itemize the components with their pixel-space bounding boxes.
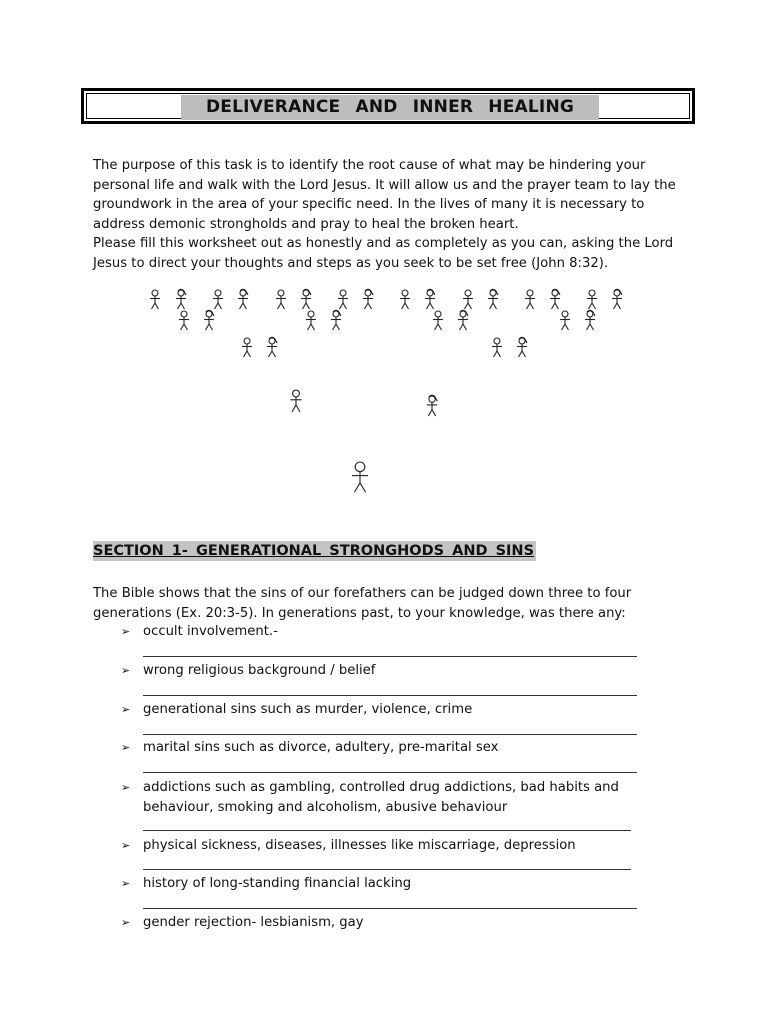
arrow-bullet-icon: ➢ [121, 877, 131, 890]
question-item-label: wrong religious background / belief [143, 663, 376, 678]
male-stick-figure-icon [150, 290, 160, 309]
answer-line[interactable] [143, 772, 637, 773]
female-stick-figure-icon [425, 289, 435, 309]
answer-line[interactable] [143, 734, 637, 735]
male-stick-figure-icon [492, 338, 502, 357]
female-stick-figure-icon [517, 337, 527, 357]
female-stick-figure-icon [267, 337, 277, 357]
question-item-label: physical sickness, diseases, illnesses like miscarriage, depression [143, 838, 576, 853]
male-stick-figure-icon [290, 390, 302, 412]
male-stick-figure-icon [213, 290, 223, 309]
female-stick-figure-icon [204, 310, 214, 330]
intro-paragraph-1: The purpose of this task is to identify the root cause of what may be hindering your personal life and walk with the Lord Jesus. It will allow us and the prayer team to lay the groundwork in the area of your specific need. In the lives of many it is necessary to address demonic strongholds and pray to heal the broken heart. [93, 158, 676, 232]
answer-line[interactable] [143, 830, 631, 831]
question-item-label: addictions such as gambling, controlled drug addictions, bad habits and behaviour, smoking and alcoholism, abusive behaviour [143, 780, 619, 815]
arrow-bullet-icon: ➢ [121, 916, 131, 929]
arrow-bullet-icon: ➢ [121, 839, 131, 852]
arrow-bullet-icon: ➢ [121, 781, 131, 794]
answer-line[interactable] [143, 656, 637, 657]
arrow-bullet-icon: ➢ [121, 703, 131, 716]
female-stick-figure-icon [176, 289, 186, 309]
male-stick-figure-icon [242, 338, 252, 357]
male-stick-figure-icon [433, 311, 443, 330]
female-stick-figure-icon [427, 395, 438, 416]
male-stick-figure-icon [338, 290, 348, 309]
female-stick-figure-icon [301, 289, 311, 309]
question-item-label: gender rejection- lesbianism, gay [143, 915, 364, 930]
answer-line[interactable] [143, 695, 637, 696]
answer-line[interactable] [143, 869, 631, 870]
intro-paragraph-2: Please fill this worksheet out as honestly and as completely as you can, asking the Lord Jesus to direct your thoughts and steps as you seek to be set free (John 8:32). [93, 236, 674, 271]
male-stick-figure-icon [560, 311, 570, 330]
male-stick-figure-icon [525, 290, 535, 309]
female-stick-figure-icon [612, 289, 622, 309]
question-item-label: occult involvement.- [143, 624, 278, 639]
female-stick-figure-icon [363, 289, 373, 309]
female-stick-figure-icon [458, 310, 468, 330]
female-stick-figure-icon [331, 310, 341, 330]
female-stick-figure-icon [238, 289, 248, 309]
question-item-label: history of long-standing financial lacking [143, 876, 412, 891]
question-item-label: generational sins such as murder, violence, crime [143, 702, 473, 717]
male-stick-figure-icon [276, 290, 286, 309]
section-1-intro: The Bible shows that the sins of our forefathers can be judged down three to four generations (Ex. 20:3-5). In generations past, to your knowledge, was there any: [93, 586, 632, 621]
male-stick-figure-icon [400, 290, 410, 309]
arrow-bullet-icon: ➢ [121, 625, 131, 638]
female-stick-figure-icon [550, 289, 560, 309]
female-stick-figure-icon [585, 310, 595, 330]
page-title: DELIVERANCE AND INNER HEALING [181, 95, 599, 120]
section-1-title: SECTION 1- GENERATIONAL STRONGHODS AND SINS [93, 543, 535, 559]
male-stick-figure-icon [179, 311, 189, 330]
male-stick-figure-icon [306, 311, 316, 330]
male-stick-figure-icon [352, 462, 368, 492]
answer-line[interactable] [143, 908, 637, 909]
arrow-bullet-icon: ➢ [121, 741, 131, 754]
arrow-bullet-icon: ➢ [121, 664, 131, 677]
male-stick-figure-icon [463, 290, 473, 309]
female-stick-figure-icon [488, 289, 498, 309]
question-item-label: marital sins such as divorce, adultery, pre-marital sex [143, 740, 499, 755]
male-stick-figure-icon [587, 290, 597, 309]
